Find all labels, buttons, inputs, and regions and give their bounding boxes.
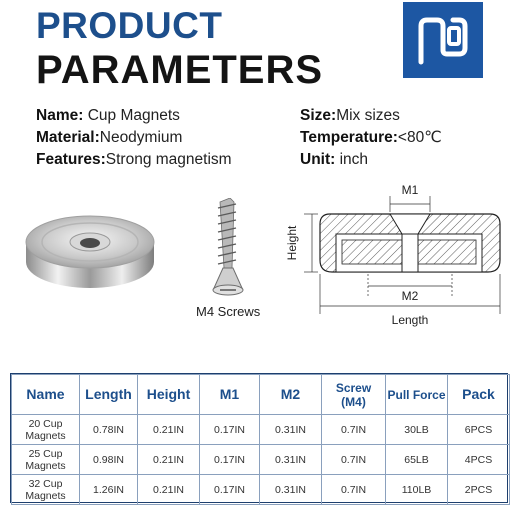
table-header-row: [12, 375, 510, 415]
cup-magnet-image: [20, 200, 160, 315]
cell-height: 0.21IN: [138, 445, 200, 475]
cell-name: 25 Cup Magnets: [12, 445, 80, 475]
cell-m1: 0.17IN: [200, 475, 260, 505]
diagram-height-label: Height: [285, 225, 299, 261]
cell-height: 0.21IN: [138, 475, 200, 505]
spec-features: [36, 150, 232, 170]
cell-height: 0.21IN: [138, 415, 200, 445]
cell-length: 0.78IN: [80, 415, 138, 445]
cell-m2: 0.31IN: [260, 445, 322, 475]
screw-image: [210, 198, 246, 307]
spec-size-value: Mix sizes: [336, 107, 400, 124]
screw-label: M4 Screws: [196, 304, 261, 319]
header-pack: Pack: [448, 375, 510, 415]
table-row: [12, 415, 510, 445]
diagram-length-label: Length: [391, 313, 429, 327]
table-row: [12, 445, 510, 475]
cell-length: 0.98IN: [80, 445, 138, 475]
logo-mark-icon: [403, 2, 483, 78]
diagram-m2-label: M2: [401, 289, 419, 303]
cell-pack: 4PCS: [448, 445, 510, 475]
spec-unit-value: inch: [335, 151, 369, 168]
cell-m1: 0.17IN: [200, 415, 260, 445]
cell-length: 1.26IN: [80, 475, 138, 505]
spec-name: [36, 106, 180, 126]
cross-section-diagram: [278, 182, 514, 337]
header-pull-force: Pull Force: [386, 375, 448, 415]
spec-material-value: Neodymium: [99, 129, 183, 146]
header-screw: Screw (M4): [322, 375, 386, 415]
spec-temperature: [300, 128, 442, 148]
spec-features-label: Features:: [36, 151, 106, 168]
cell-name: 32 Cup Magnets: [12, 475, 80, 505]
spec-unit: [300, 150, 368, 170]
cell-pull-force: 30LB: [386, 415, 448, 445]
spec-size-label: Size:: [300, 107, 337, 124]
cell-pull-force: 110LB: [386, 475, 448, 505]
diagram-m1-label: M1: [401, 183, 419, 197]
header-height: Height: [138, 375, 200, 415]
cell-pull-force: 65LB: [386, 445, 448, 475]
spec-size: [300, 106, 400, 126]
header-m1: M1: [200, 375, 260, 415]
spec-name-label: Name:: [36, 107, 84, 124]
cell-name: 20 Cup Magnets: [12, 415, 80, 445]
specs-table: [10, 373, 508, 503]
cell-m2: 0.31IN: [260, 475, 322, 505]
spec-temperature-label: Temperature:: [300, 129, 398, 146]
spec-unit-label: Unit:: [300, 151, 336, 168]
cell-screw: 0.7IN: [322, 475, 386, 505]
cell-screw: 0.7IN: [322, 415, 386, 445]
header-length: Length: [80, 375, 138, 415]
title-product: PRODUCT: [36, 5, 223, 46]
spec-material-label: Material:: [36, 129, 100, 146]
spec-features-value: Strong magnetism: [105, 151, 232, 168]
cell-m1: 0.17IN: [200, 445, 260, 475]
spec-temperature-value: <80℃: [397, 129, 442, 146]
title-parameters: PARAMETERS: [36, 48, 324, 92]
cell-pack: 2PCS: [448, 475, 510, 505]
header-m2: M2: [260, 375, 322, 415]
table-row: [12, 475, 510, 505]
cell-m2: 0.31IN: [260, 415, 322, 445]
cell-pack: 6PCS: [448, 415, 510, 445]
brand-logo: [403, 2, 483, 78]
header-name: Name: [12, 375, 80, 415]
spec-name-value: Cup Magnets: [83, 107, 180, 124]
cell-screw: 0.7IN: [322, 445, 386, 475]
spec-material: [36, 128, 182, 148]
